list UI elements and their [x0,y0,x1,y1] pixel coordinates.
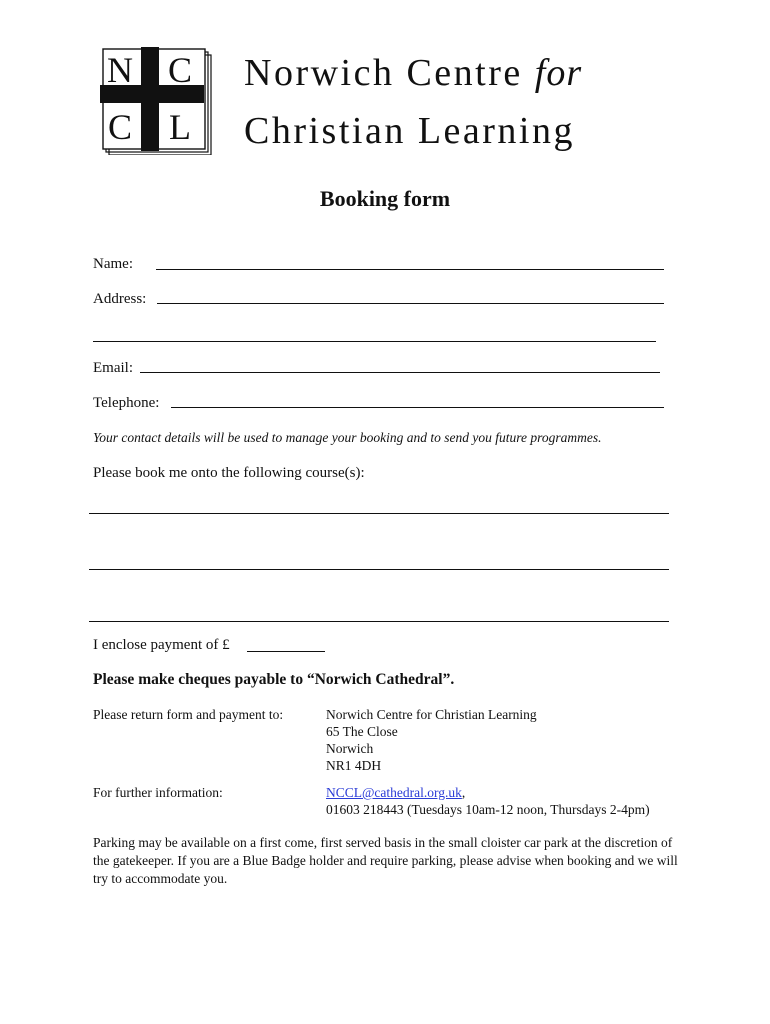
logo-letter-c2: C [107,107,133,147]
name-label: Name: [93,256,133,272]
privacy-note: Your contact details will be used to manage your booking and to send you future programmes. [93,430,602,445]
further-info-contact [326,784,650,818]
address-field-line1[interactable] [157,303,664,304]
course-field-line3[interactable] [89,621,669,622]
email-label: Email: [93,360,133,376]
contact-email-link[interactable]: NCCL@cathedral.org.uk [326,785,462,800]
return-address-line: Norwich [326,741,374,756]
org-name-main: Norwich Centre [244,52,523,94]
nccl-logo [100,47,212,155]
return-address-line: NR1 4DH [326,758,382,773]
telephone-field[interactable] [171,407,664,408]
address-label: Address: [93,291,147,307]
logo-letter-l: L [169,107,191,147]
logo-letter-c: C [167,50,193,90]
org-name-line1 [244,50,582,96]
payment-amount-field[interactable] [247,651,325,652]
email-field[interactable] [140,372,660,373]
return-address [326,706,537,774]
contact-email-suffix: , [461,785,466,800]
contact-phone: 01603 218443 (Tuesdays 10am-12 noon, Thursdays 2-4pm) [326,802,650,817]
course-field-line1[interactable] [89,513,669,514]
return-label: Please return form and payment to: [93,707,284,722]
contact-email-row [326,784,650,801]
course-field-line2[interactable] [89,569,669,570]
parking-note: Parking may be available on a first come, first served basis in the small cloister car park at the discretion of the gatekeeper. If you are a Blue Badge holder and require parking, please advise when booking and we will try to accommodate you. [93,835,678,886]
name-field[interactable] [156,269,664,270]
org-name-line2: Christian Learning [244,110,575,152]
telephone-label: Telephone: [93,395,160,411]
cheque-note: Please make cheques payable to “Norwich Cathedral”. [93,671,455,688]
org-name-for: for [534,52,583,94]
return-address-line: 65 The Close [326,724,398,739]
payment-label: I enclose payment of £ [93,637,230,653]
form-title: Booking form [319,186,451,211]
return-address-line: Norwich Centre for Christian Learning [326,707,537,722]
course-label: Please book me onto the following course(s): [93,465,365,481]
further-info-label: For further information: [93,785,223,800]
logo-letter-n: N [107,50,133,90]
address-field-line2[interactable] [93,341,656,342]
